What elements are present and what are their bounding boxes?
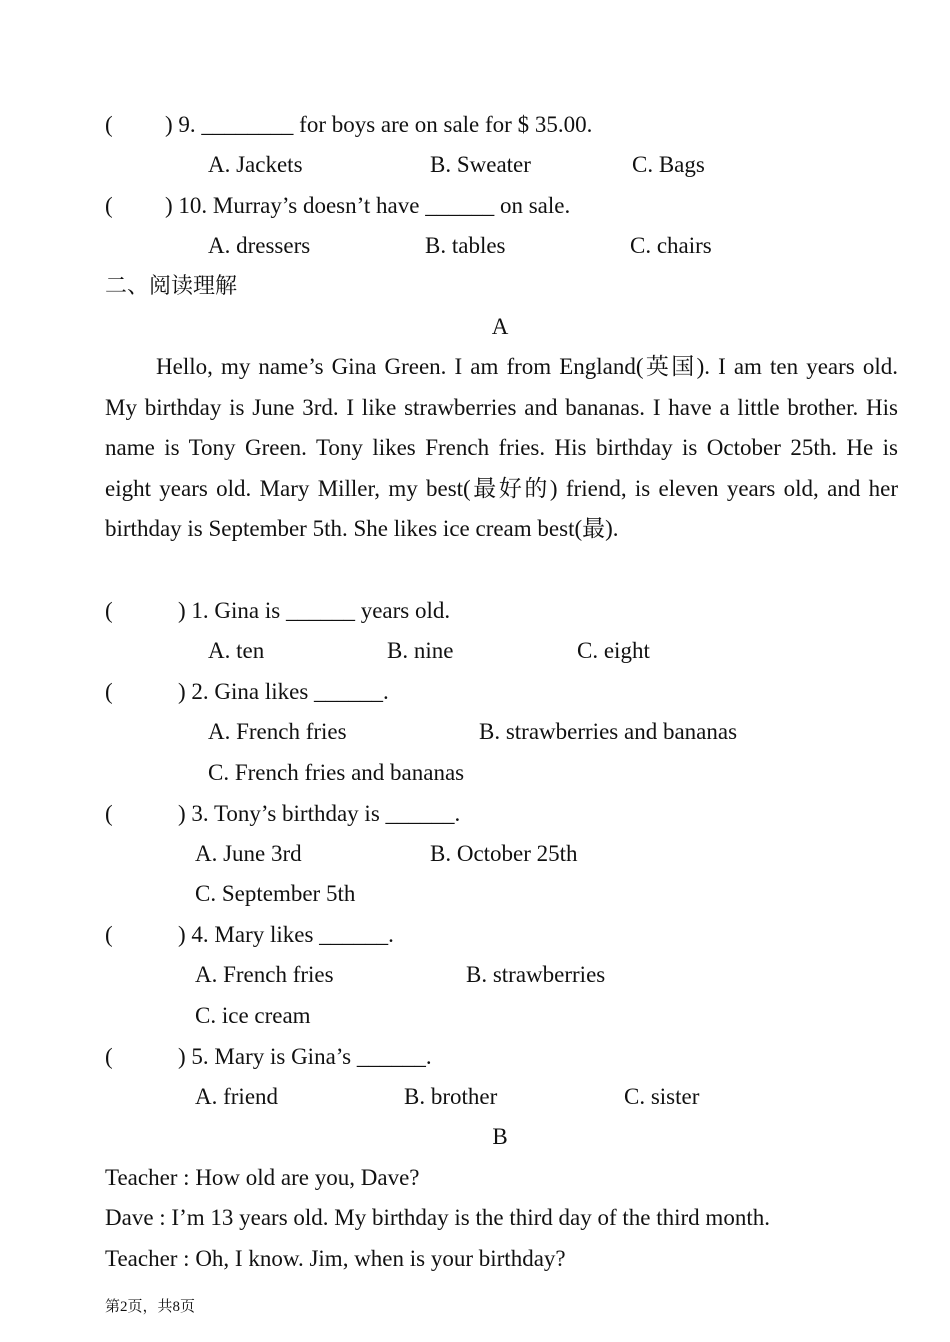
q10-option-a: A. dressers (208, 233, 311, 258)
dialogue-line: Dave : I’m 13 years old. My birthday is the third day of the third month. (105, 1205, 770, 1230)
q1-option-b: B. nine (387, 638, 454, 663)
q9-option-b: B. Sweater (430, 152, 531, 177)
q3-option-a: A. June 3rd (195, 841, 302, 866)
answer-paren: ( (105, 598, 113, 623)
passage-b-label: B (492, 1124, 508, 1149)
dialogue-line: Teacher : Oh, I know. Jim, when is your birthday? (105, 1246, 566, 1271)
passage-a-text: Hello, my name’s Gina Green. I am from England(英国). I am ten years old. My birthday is June 3rd. I like strawberries and bananas. I have a little brother. His name is Tony Green. Tony likes French fries. His birthday is October 25th. He is eight years old. Mary Miller, my best(最好的) friend, is eleven years old, and her birthday is September 5th. She likes ice cream best(最). (105, 354, 898, 541)
q5-option-b: B. brother (404, 1084, 498, 1109)
answer-paren: ( (105, 193, 113, 218)
page-footer: 第2页，共8页 (105, 1299, 196, 1315)
question-4: ) 4. Mary likes ______. (178, 922, 394, 947)
q2-option-a: A. French fries (208, 719, 347, 744)
q10-option-c: C. chairs (630, 233, 712, 258)
answer-paren: ( (105, 922, 113, 947)
q5-option-a: A. friend (195, 1084, 279, 1109)
q5-option-c: C. sister (624, 1084, 700, 1109)
q9-option-a: A. Jackets (208, 152, 303, 177)
q4-option-c: C. ice cream (195, 1003, 311, 1028)
question-10: ) 10. Murray’s doesn’t have ______ on sale. (165, 193, 571, 218)
dialogue-line: Teacher : How old are you, Dave? (105, 1165, 420, 1190)
q9-option-c: C. Bags (632, 152, 705, 177)
q3-option-c: C. September 5th (195, 881, 356, 906)
q2-option-b: B. strawberries and bananas (479, 719, 738, 744)
question-1: ) 1. Gina is ______ years old. (178, 598, 451, 623)
q1-option-a: A. ten (208, 638, 265, 663)
section-heading: 二、阅读理解 (105, 274, 238, 299)
q4-option-b: B. strawberries (466, 962, 606, 987)
answer-paren: ( (105, 1044, 113, 1069)
passage-a-label: A (491, 314, 509, 339)
q10-option-b: B. tables (425, 233, 506, 258)
answer-paren: ( (105, 112, 113, 137)
question-5: ) 5. Mary is Gina’s ______. (178, 1044, 432, 1069)
q4-option-a: A. French fries (195, 962, 334, 987)
question-2: ) 2. Gina likes ______. (178, 679, 389, 704)
answer-paren: ( (105, 801, 113, 826)
question-3: ) 3. Tony’s birthday is ______. (178, 801, 461, 826)
q1-option-c: C. eight (577, 638, 650, 663)
q2-option-c: C. French fries and bananas (208, 760, 465, 785)
question-9: ) 9. ________ for boys are on sale for $ 35.00. (165, 112, 593, 137)
q3-option-b: B. October 25th (430, 841, 578, 866)
answer-paren: ( (105, 679, 113, 704)
